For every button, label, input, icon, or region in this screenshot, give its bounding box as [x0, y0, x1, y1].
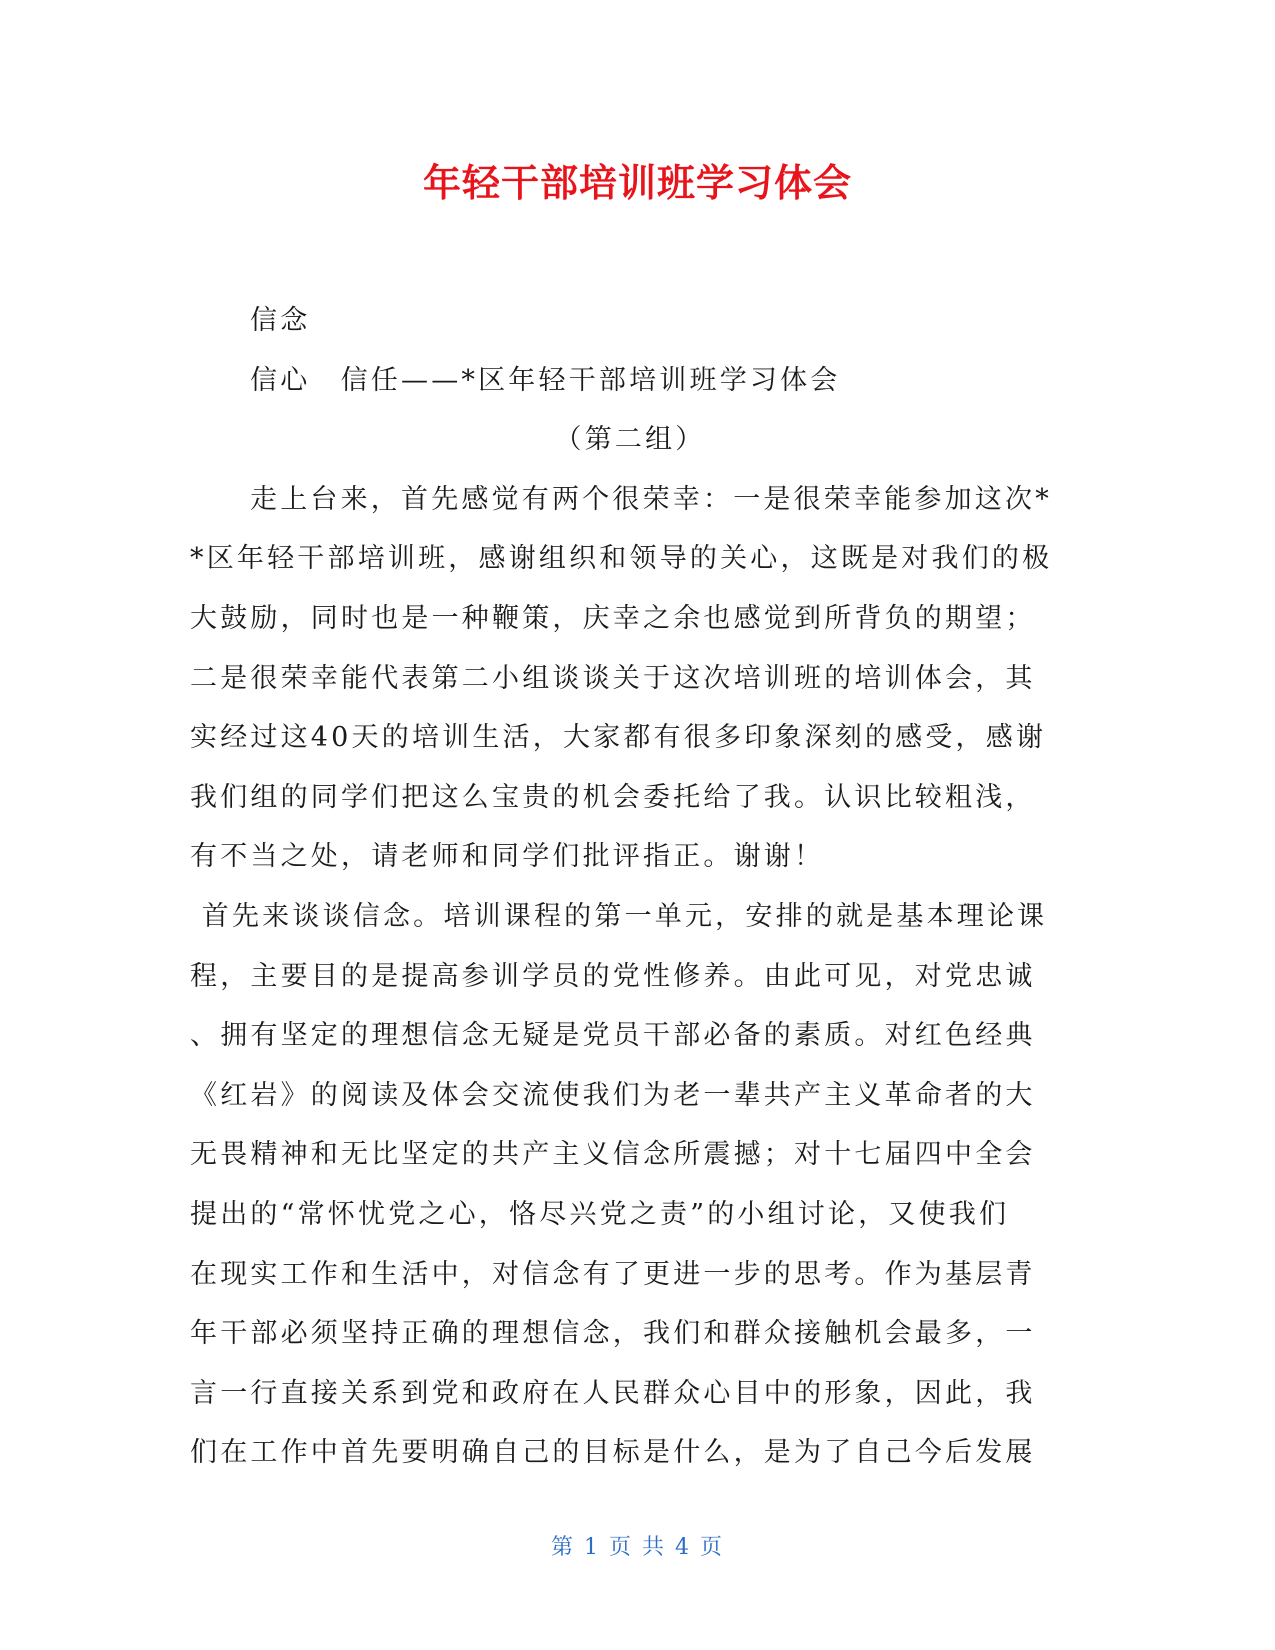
- text-line: 我们组的同学们把这么宝贵的机会委托给了我。认识比较粗浅，: [190, 781, 1036, 813]
- text-line: 程，主要目的是提高参训学员的党性修养。由此可见，对党忠诚: [190, 960, 1036, 992]
- text-line: 二是很荣幸能代表第二小组谈谈关于这次培训班的培训体会，其: [190, 662, 1036, 694]
- text-line: 在现实工作和生活中，对信念有了更进一步的思考。作为基层青: [190, 1258, 1036, 1290]
- text-line: 提出的“常怀忧党之心，恪尽兴党之责”的小组讨论，又使我们: [190, 1198, 1010, 1230]
- text-line: （第二组）: [554, 424, 706, 456]
- text-line: 信心 信任——*区年轻干部培训班学习体会: [250, 364, 841, 396]
- text-line: 大鼓励，同时也是一种鞭策，庆幸之余也感觉到所背负的期望；: [190, 602, 1036, 634]
- text-line: 信念: [250, 305, 311, 336]
- text-line: 言一行直接关系到党和政府在人民群众心目中的形象，因此，我: [190, 1377, 1036, 1409]
- text-line: 首先来谈谈信念。培训课程的第一单元，安排的就是基本理论课: [190, 900, 1048, 932]
- document-body: [190, 291, 1070, 1483]
- text-line: 实经过这40天的培训生活，大家都有很多印象深刻的感受，感谢: [190, 722, 1047, 754]
- text-line: 们在工作中首先要明确自己的目标是什么，是为了自己今后发展: [190, 1437, 1036, 1469]
- text-line: 走上台来，首先感觉有两个很荣幸：一是很荣幸能参加这次*: [250, 483, 1052, 515]
- text-line: 年干部必须坚持正确的理想信念，我们和群众接触机会最多，一: [190, 1318, 1036, 1350]
- text-line: 《红岩》的阅读及体会交流使我们为老一辈共产主义革命者的大: [190, 1079, 1036, 1111]
- page-indicator: 第 1 页 共 4 页: [551, 1535, 724, 1560]
- text-line: *区年轻干部培训班，感谢组织和领导的关心，这既是对我们的极: [190, 543, 1053, 575]
- page-title: 年轻干部培训班学习体会: [422, 161, 852, 205]
- text-line: 无畏精神和无比坚定的共产主义信念所震撼；对十七届四中全会: [190, 1139, 1036, 1171]
- text-line: 、拥有坚定的理想信念无疑是党员干部必备的素质。对红色经典: [190, 1020, 1036, 1052]
- text-line: 有不当之处，请老师和同学们批评指正。谢谢！: [190, 841, 825, 873]
